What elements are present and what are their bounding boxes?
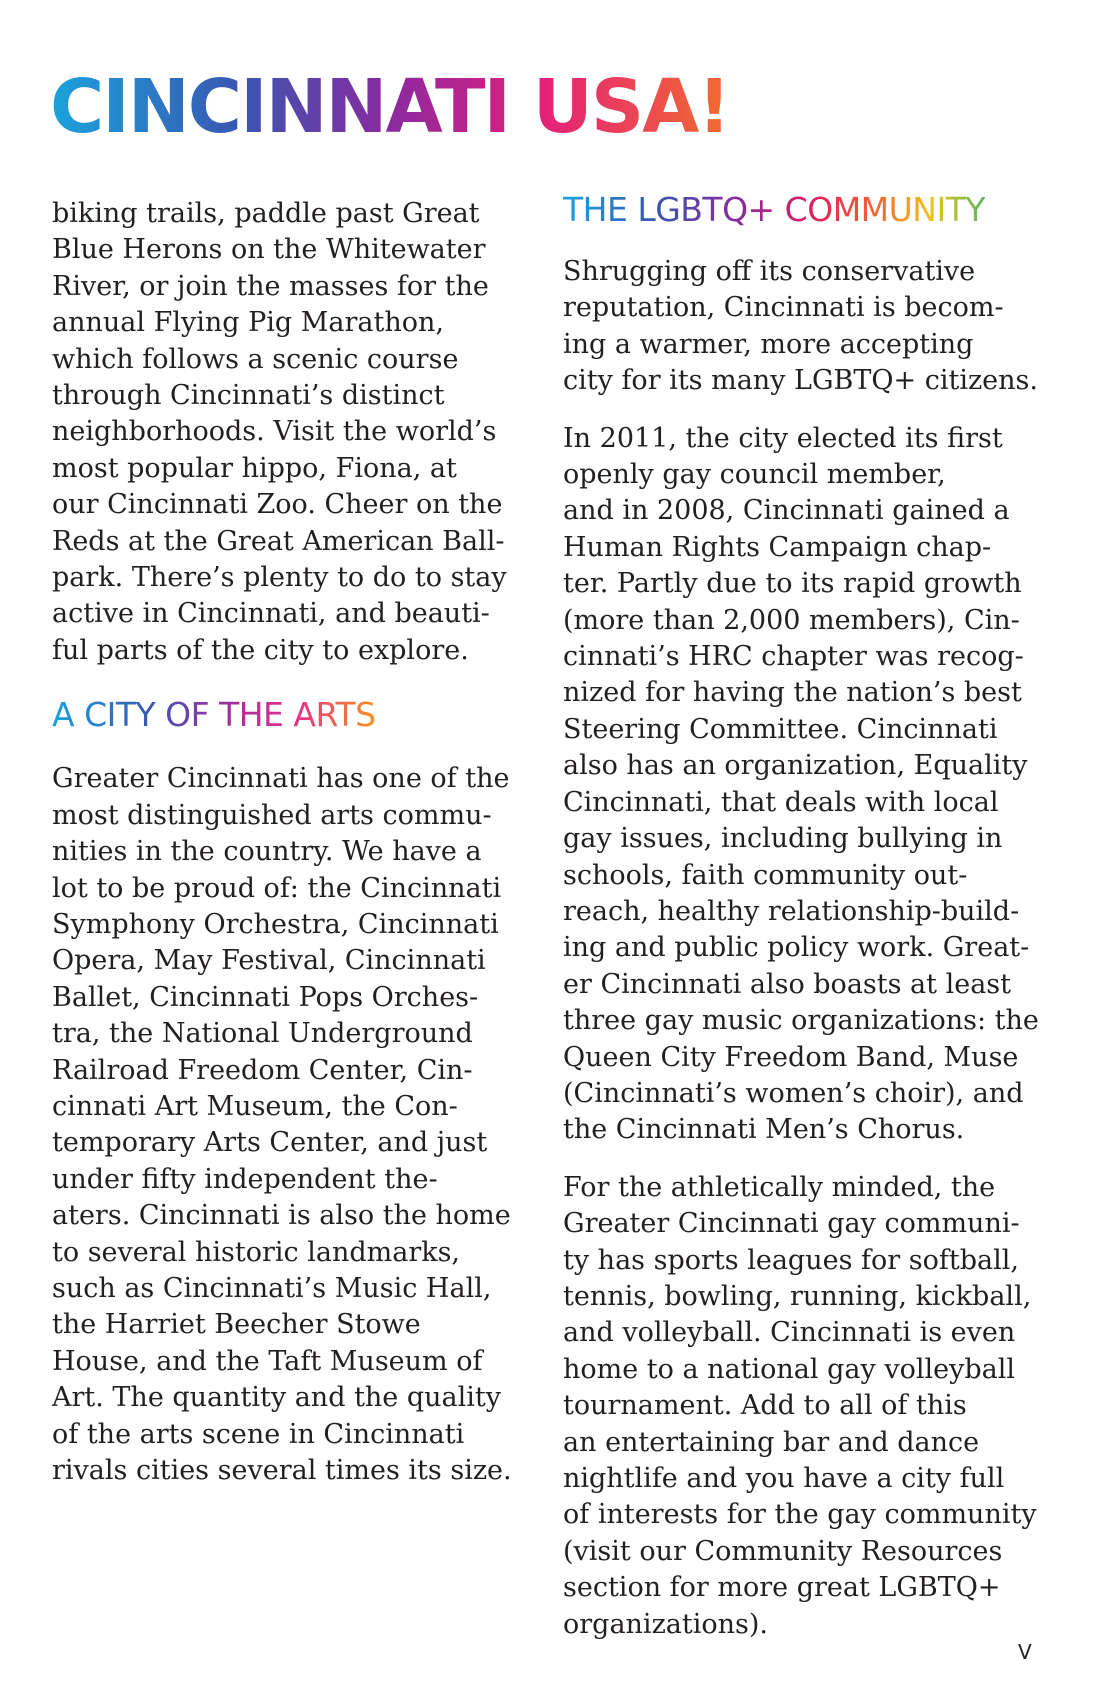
text-line: Shrugging off its conservative [563,256,976,287]
text-line: which follows a scenic course [52,343,459,375]
text-line: Ballet, Cincinnati Pops Orches- [52,981,479,1013]
text-line: House, and the Taft Museum of [52,1345,483,1377]
text-line: an entertaining bar and dance [563,1426,980,1458]
text-line: ing a warmer, more accepting [563,328,974,360]
text-line: temporary Arts Center, and just [52,1127,488,1159]
left-column [52,196,537,1489]
text-line: of the arts scene in Cincinnati [52,1418,465,1450]
text-line: reputation, Cincinnati is becom- [563,292,1004,324]
right-column [563,190,1063,1643]
text-line: ter. Partly due to its rapid growth [563,568,1022,600]
arts-paragraph [52,761,537,1489]
text-line: (more than 2,000 members), Cin- [563,604,1020,636]
text-line: ing and public policy work. Great- [563,932,1030,964]
text-line: Railroad Freedom Center, Cin- [52,1054,473,1086]
page-title: CINCINNATI USA! [50,64,730,150]
section-heading-lgbtq: THE LGBTQ+ COMMUNITY [563,190,986,229]
text-line: park. There’s plenty to do to stay [52,562,507,594]
text-line: section for more great LGBTQ+ [563,1572,1001,1604]
text-line: Blue Herons on the Whitewater [52,234,486,266]
text-line: Opera, May Festival, Cincinnati [52,945,486,977]
section-heading-arts: A CITY OF THE ARTS [52,695,376,735]
text-line: (visit our Community Resources [563,1535,1003,1567]
text-line: openly gay council member, [563,459,946,491]
text-line: and volleyball. Cincinnati is even [563,1317,1016,1349]
text-line: cinnati’s HRC chapter was recog- [563,641,1024,673]
text-line: such as Cincinnati’s Music Hall, [52,1272,492,1304]
text-line: schools, faith community out- [563,859,968,891]
text-line: ful parts of the city to explore. [52,634,469,666]
text-line: three gay music organizations: the [563,1005,1039,1037]
text-line: Art. The quantity and the quality [52,1382,502,1414]
text-line: tra, the National Underground [52,1018,473,1050]
text-line: reach, healthy relationship-build- [563,895,1020,927]
text-line: Steering Committee. Cincinnati [563,713,998,745]
text-line: tournament. Add to all of this [563,1390,967,1422]
text-line: home to a national gay volleyball [563,1353,1015,1385]
page-number: V [1018,1640,1032,1664]
text-line: organizations). [563,1608,768,1640]
lgbtq-sports-paragraph [563,1170,1063,1643]
text-line: Symphony Orchestra, Cincinnati [52,908,499,940]
text-line: active in Cincinnati, and beauti- [52,598,490,630]
text-line: nities in the country. We have a [52,836,482,868]
text-line: ty has sports leagues for softball, [563,1244,1019,1276]
text-line: aters. Cincinnati is also the home [52,1200,511,1232]
text-line: and in 2008, Cincinnati gained a [563,495,1010,527]
text-line: annual Flying Pig Marathon, [52,307,444,339]
text-line: city for its many LGBTQ+ citizens. [563,365,1038,397]
text-line: our Cincinnati Zoo. Cheer on the [52,489,503,521]
text-line: through Cincinnati’s distinct [52,380,445,412]
text-line: under fifty independent the- [52,1163,438,1195]
intro-paragraph [52,196,537,669]
text-line: of interests for the gay community [563,1499,1037,1531]
text-line: rivals cities several times its size. [52,1455,512,1486]
text-line: In 2011, the city elected its first [563,422,1003,454]
text-line: the Cincinnati Men’s Chorus. [563,1114,965,1146]
text-line: most distinguished arts commu- [52,799,492,831]
text-line: (Cincinnati’s women’s choir), and [563,1077,1024,1109]
text-line: neighborhoods. Visit the world’s [52,416,497,448]
text-line: Greater Cincinnati has one of the [52,763,510,795]
lgbtq-history-paragraph [563,421,1063,1149]
text-line: er Cincinnati also boasts at least [563,968,1012,1000]
text-line: most popular hippo, Fiona, at [52,452,457,484]
text-line: nightlife and you have a city full [563,1463,1005,1494]
text-line: to several historic landmarks, [52,1236,461,1268]
text-line: nized for having the nation’s best [563,677,1022,709]
text-line: lot to be proud of: the Cincinnati [52,872,502,904]
text-line: Reds at the Great American Ball- [52,525,505,557]
text-line: tennis, bowling, running, kickball, [563,1280,1032,1312]
text-line: River, or join the masses for the [52,270,489,302]
text-line: gay issues, including bullying in [563,823,1003,855]
lgbtq-intro-paragraph [563,254,1063,400]
text-line: For the athletically minded, the [563,1171,996,1203]
text-line: Human Rights Campaign chap- [563,531,992,563]
text-line: Cincinnati, that deals with local [563,786,999,818]
text-line: cinnati Art Museum, the Con- [52,1090,458,1122]
text-line: Queen City Freedom Band, Muse [563,1041,1019,1073]
text-line: biking trails, paddle past Great [52,198,480,229]
text-line: Greater Cincinnati gay communi- [563,1208,1020,1240]
text-line: the Harriet Beecher Stowe [52,1309,421,1341]
text-line: also has an organization, Equality [563,750,1028,782]
